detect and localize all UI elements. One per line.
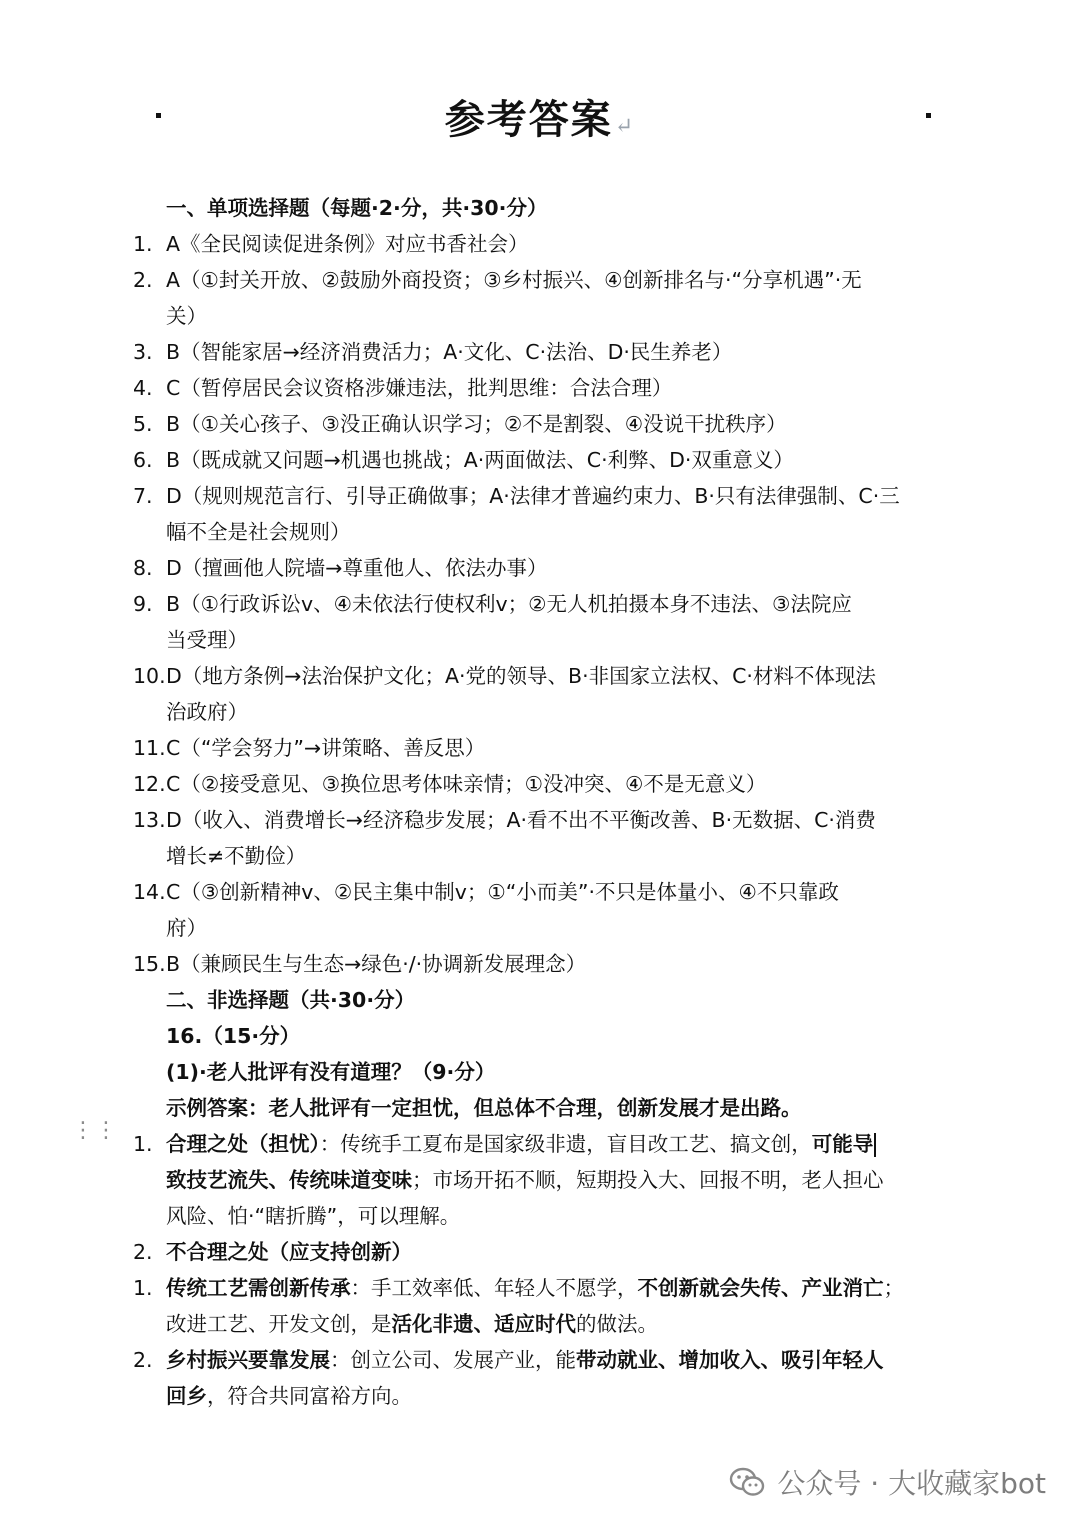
answer-item-8 <box>0 550 1080 586</box>
answer-text: 治政府） <box>166 700 248 724</box>
answer-text: 关） <box>166 304 207 328</box>
answer-text: B（①关心孩子、③没正确认识学习；②不是割裂、④没说干扰秩序） <box>166 412 787 436</box>
answer-text: B（智能家居→经济消费活力；A·文化、C·法治、D·民生养老） <box>166 340 733 364</box>
answer-item-15 <box>0 946 1080 982</box>
answer-text: 增长≠不勤俭） <box>166 844 307 868</box>
answer-item-12 <box>0 766 1080 802</box>
answer-number: 6. <box>133 448 153 472</box>
answer-text: D（擅画他人院墙→尊重他人、依法办事） <box>166 556 548 580</box>
answer-number: 4. <box>133 376 153 400</box>
point-2-2-line-1: 2. 乡村振兴要靠发展：创立公司、发展产业，能带动就业、增加收入、吸引年轻人 <box>133 1348 884 1372</box>
point-2-1-line-1: 1. 传统工艺需创新传承：手工效率低、年轻人不愿学，不创新就会失传、产业消亡； <box>133 1276 904 1300</box>
answer-number: 10. <box>133 664 166 688</box>
answer-text: D（收入、消费增长→经济稳步发展；A·看不出不平衡改善、B·无数据、C·消费 <box>166 808 876 832</box>
point-2-1-line-2: 改进工艺、开发文创，是活化非遗、适应时代的做法。 <box>166 1312 658 1336</box>
answer-text: 府） <box>166 916 207 940</box>
answer-number: 14. <box>133 880 166 904</box>
page-title: 参考答案↵ <box>444 96 636 143</box>
answer-text: C（②接受意见、③换位思考体味亲情；①没冲突、④不是无意义） <box>166 772 767 796</box>
sub-question-1: (1)·老人批评有没有道理？（9·分） <box>166 1060 496 1084</box>
answer-item-14 <box>0 874 1080 910</box>
answer-number: 2. <box>133 268 153 292</box>
answer-text: C（暂停居民会议资格涉嫌违法，批判思维：合法合理） <box>166 376 673 400</box>
answer-item-7-cont <box>0 514 1080 550</box>
answer-item-10 <box>0 658 1080 694</box>
text-cursor <box>874 1133 876 1157</box>
answer-item-2 <box>0 262 1080 298</box>
answer-text: B（兼顾民生与生态→绿色·/·协调新发展理念） <box>166 952 587 976</box>
answer-item-4 <box>0 370 1080 406</box>
watermark <box>727 1460 1046 1504</box>
answer-number: 9. <box>133 592 153 616</box>
answer-number: 11. <box>133 736 166 760</box>
answer-number: 15. <box>133 952 166 976</box>
answer-item-7 <box>0 478 1080 514</box>
answer-text: C（③创新精神v、②民主集中制v；①“小而美”·不只是体量小、④不只靠政 <box>166 880 839 904</box>
answer-text: A（①封关开放、②鼓励外商投资；③乡村振兴、④创新排名与·“分享机遇”·无 <box>166 268 862 292</box>
answer-text: D（地方条例→法治保护文化；A·党的领导、B·非国家立法权、C·材料不体现法 <box>166 664 876 688</box>
answer-text: C（“学会努力”→讲策略、善反思） <box>166 736 486 760</box>
answer-item-1 <box>0 226 1080 262</box>
answer-text: D（规则规范言行、引导正确做事；A·法律才普遍约束力、B·只有法律强制、C·三 <box>166 484 900 508</box>
answer-number: 3. <box>133 340 153 364</box>
question-16-heading: 16.（15·分） <box>166 1024 301 1048</box>
answer-item-14-cont <box>0 910 1080 946</box>
answer-item-2-cont <box>0 298 1080 334</box>
answer-item-13 <box>0 802 1080 838</box>
answer-number: 7. <box>133 484 153 508</box>
point-1-line-3: 风险、怕·“瞎折腾”，可以理解。 <box>166 1204 461 1228</box>
answer-text: 当受理） <box>166 628 248 652</box>
answer-number: 8. <box>133 556 153 580</box>
section1-heading: 一、单项选择题（每题·2·分，共·30·分） <box>166 196 548 220</box>
watermark-text: 公众号 · 大收藏家bot <box>777 1467 1046 1500</box>
point-1-line-2: 致技艺流失、传统味道变味；市场开拓不顺，短期投入大、回报不明，老人担心 <box>166 1168 884 1192</box>
answer-text: B（①行政诉讼v、④未依法行使权利v；②无人机拍摄本身不违法、③法院应 <box>166 592 852 616</box>
answer-item-6 <box>0 442 1080 478</box>
drag-handle-icon[interactable]: ⋮⋮ <box>72 1118 118 1143</box>
answer-item-11 <box>0 730 1080 766</box>
answer-number: 1. <box>133 232 153 256</box>
answer-number: 5. <box>133 412 153 436</box>
answer-item-10-cont <box>0 694 1080 730</box>
answer-item-3 <box>0 334 1080 370</box>
example-answer: 示例答案：老人批评有一定担忧，但总体不合理，创新发展才是出路。 <box>166 1096 802 1120</box>
point-2-heading: 2. 不合理之处（应支持创新） <box>133 1240 412 1264</box>
answer-number: 12. <box>133 772 166 796</box>
point-2-2-line-2: 回乡，符合共同富裕方向。 <box>166 1384 412 1408</box>
section2-heading: 二、非选择题（共·30·分） <box>166 988 416 1012</box>
answer-text: 幅不全是社会规则） <box>166 520 351 544</box>
answer-number: 13. <box>133 808 166 832</box>
answer-text: A《全民阅读促进条例》对应书香社会） <box>166 232 529 256</box>
wechat-icon <box>727 1462 767 1502</box>
answer-item-13-cont <box>0 838 1080 874</box>
answer-text: B（既成就又问题→机遇也挑战；A·两面做法、C·利弊、D·双重意义） <box>166 448 794 472</box>
answer-item-9 <box>0 586 1080 622</box>
answer-item-5 <box>0 406 1080 442</box>
point-1-line-1: 1. 合理之处（担忧）：传统手工夏布是国家级非遗，盲目改工艺、搞文创，可能导 <box>0 1126 1080 1162</box>
answer-item-9-cont <box>0 622 1080 658</box>
